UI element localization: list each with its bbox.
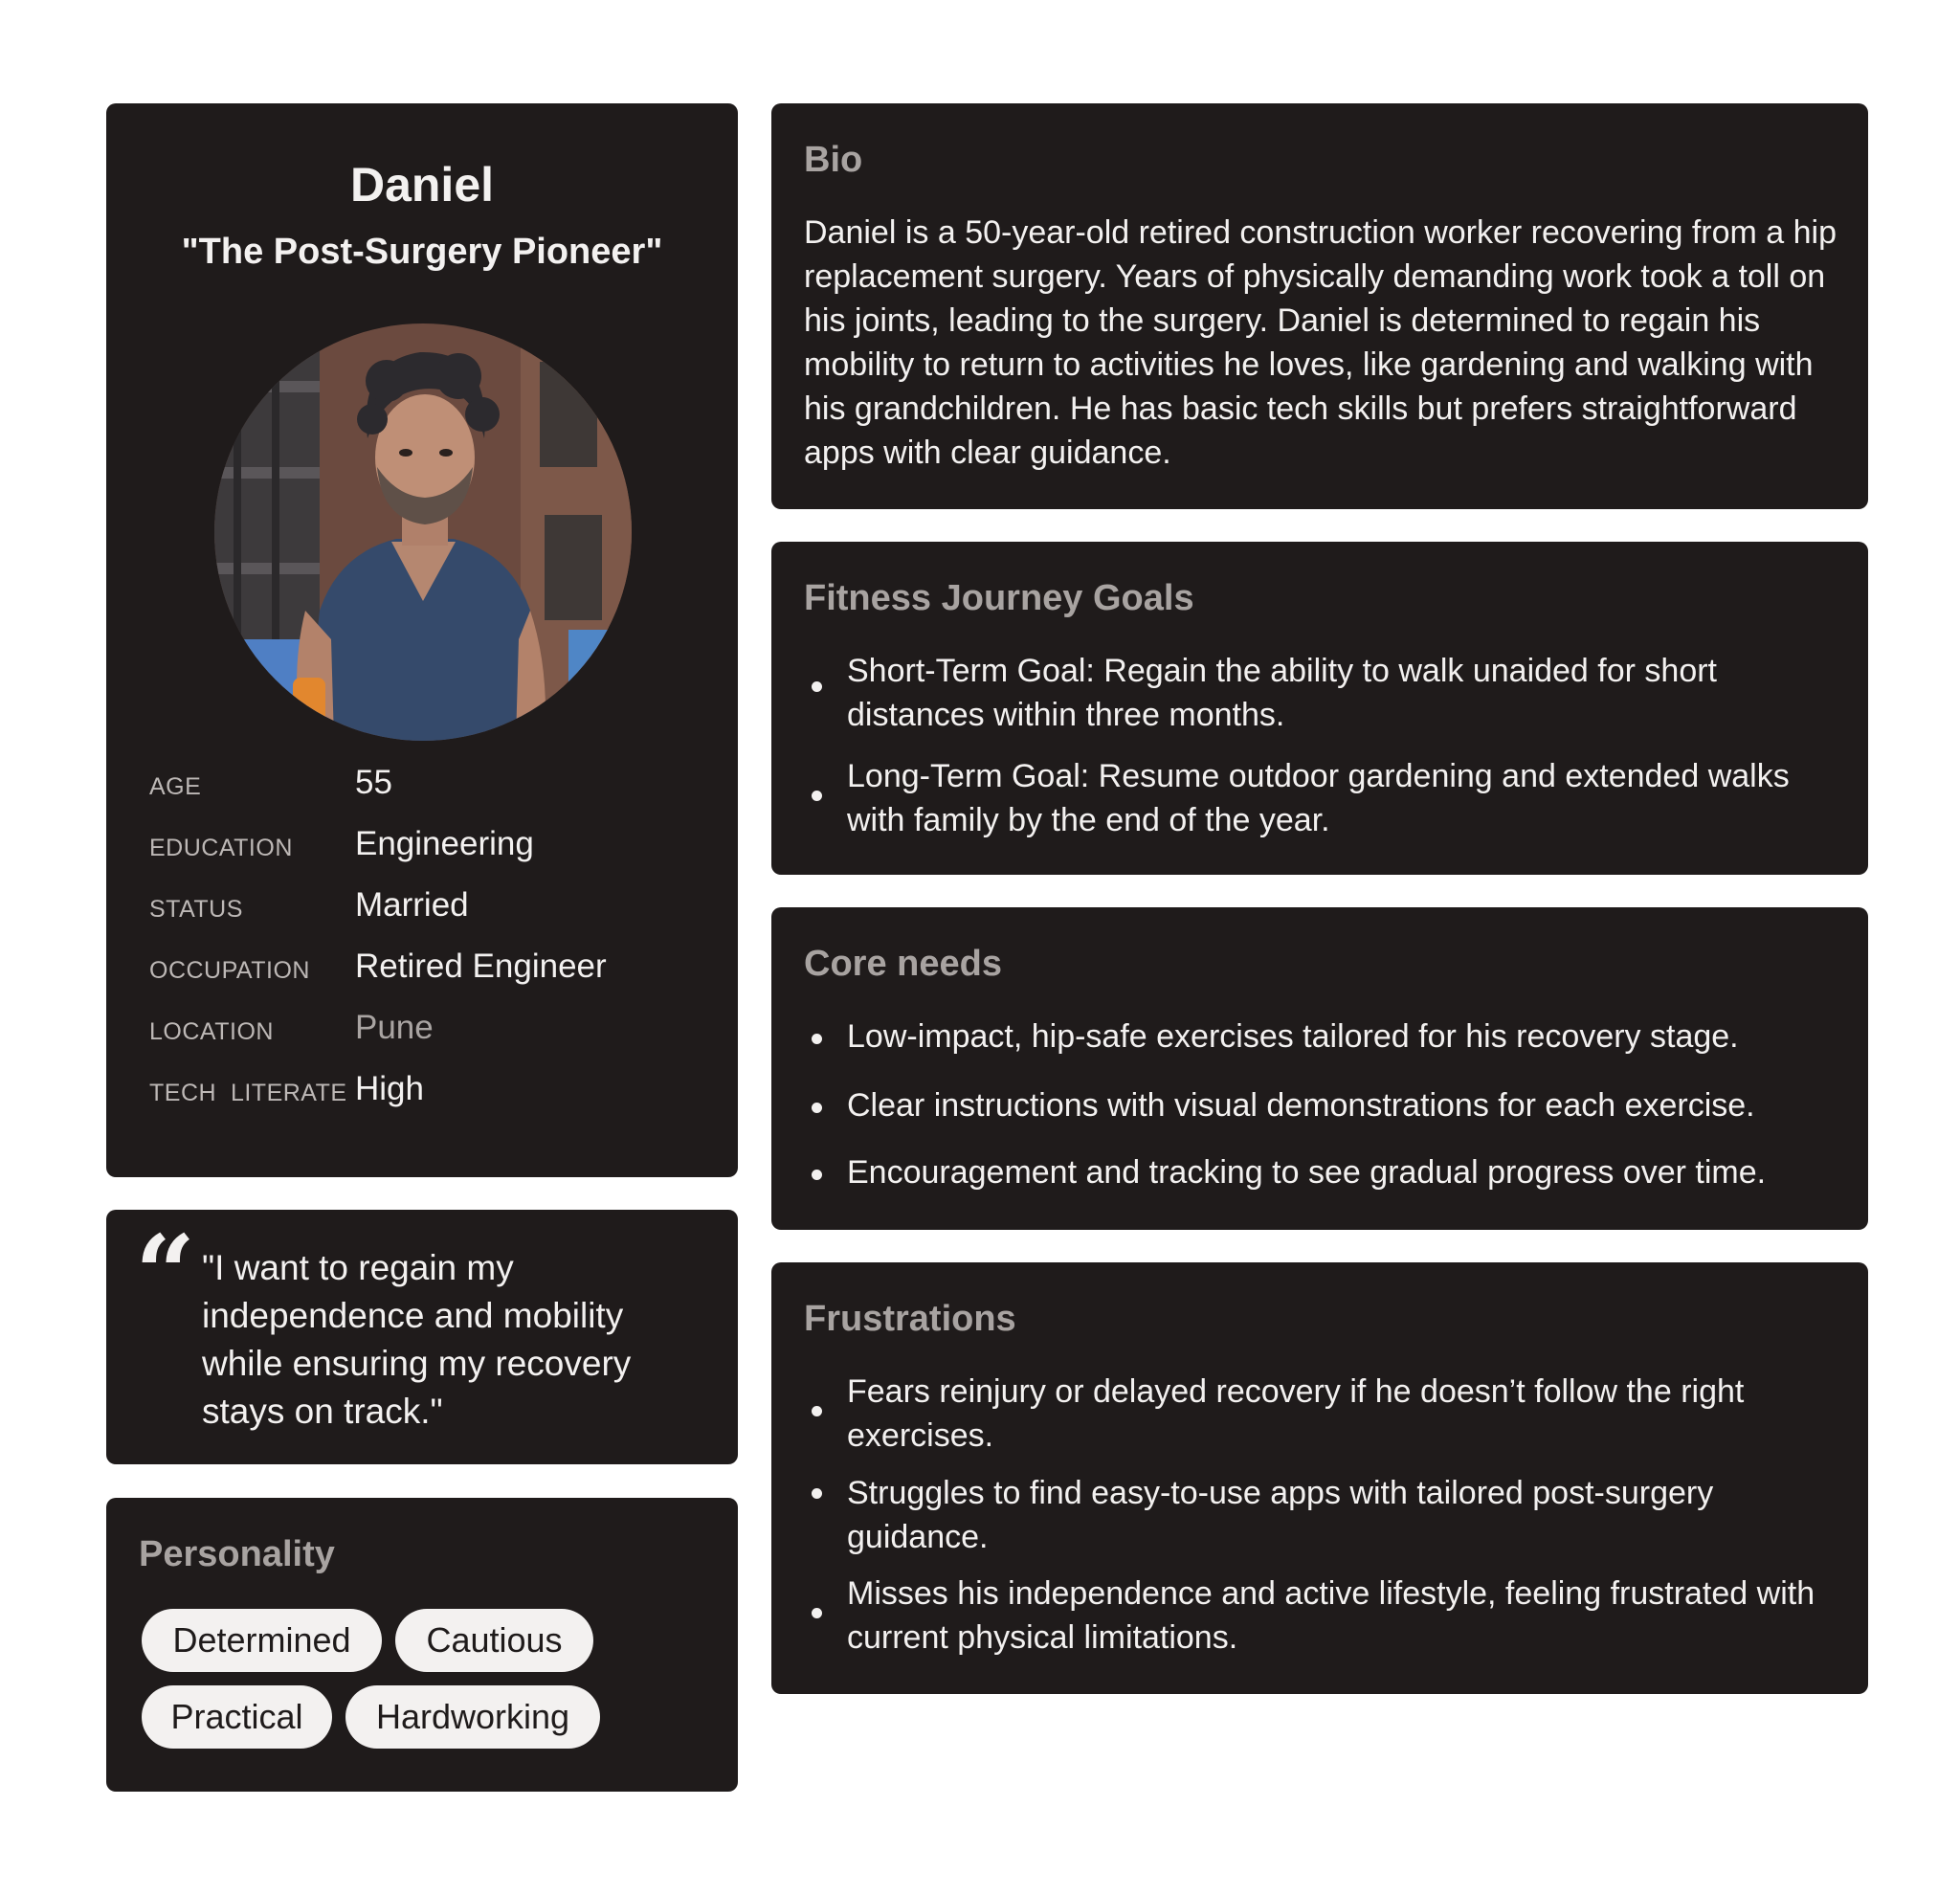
section-title: Fitness Journey Goals bbox=[804, 578, 1194, 618]
attr-label: OCCUPATION bbox=[149, 957, 310, 984]
section-title: Personality bbox=[139, 1534, 335, 1574]
bullet-icon bbox=[812, 1103, 822, 1113]
bullet-icon bbox=[812, 1170, 822, 1180]
list-item-text: Long-Term Goal: Resume outdoor gardening and extended walks with family by the end of the year. bbox=[847, 758, 1790, 838]
attr-value: 55 bbox=[355, 764, 392, 801]
section-title: Core needs bbox=[804, 944, 1002, 984]
list-item-text: Encouragement and tracking to see gradual progress over time. bbox=[847, 1154, 1767, 1191]
bullet-icon bbox=[812, 1406, 822, 1416]
attr-label: TECH LITERATE bbox=[149, 1080, 347, 1106]
attr-row-status bbox=[149, 882, 724, 930]
list-item-text: Struggles to find easy-to-use apps with tailored post-surgery guidance. bbox=[847, 1475, 1714, 1555]
quote-text: "I want to regain my independence and mobility while ensuring my recovery stays on track." bbox=[202, 1248, 632, 1431]
section-title: Bio bbox=[804, 140, 863, 180]
bio-card bbox=[771, 103, 1868, 509]
persona-tagline: "The Post-Surgery Pioneer" bbox=[181, 232, 663, 272]
core-needs-card bbox=[771, 907, 1868, 1230]
trait-chip: Determined bbox=[142, 1609, 382, 1672]
list-item-text: Clear instructions with visual demonstrations for each exercise. bbox=[847, 1087, 1755, 1124]
personality-card bbox=[106, 1498, 738, 1792]
attr-value: High bbox=[355, 1070, 424, 1107]
bullet-icon bbox=[812, 1488, 822, 1499]
profile-card bbox=[106, 103, 738, 1177]
list-item-text: Fears reinjury or delayed recovery if he doesn’t follow the right exercises. bbox=[847, 1373, 1745, 1454]
list-item-text: Short-Term Goal: Regain the ability to walk unaided for short distances within three months. bbox=[847, 653, 1718, 733]
trait-chip: Practical bbox=[142, 1685, 332, 1749]
bullet-icon bbox=[812, 791, 822, 801]
list-item-text: Low-impact, hip-safe exercises tailored for his recovery stage. bbox=[847, 1018, 1739, 1055]
attr-row-occupation bbox=[149, 944, 724, 992]
attr-label: LOCATION bbox=[149, 1018, 274, 1045]
persona-name: Daniel bbox=[349, 158, 495, 212]
attr-row-education bbox=[149, 821, 724, 869]
attr-value: Pune bbox=[355, 1009, 434, 1046]
bullet-icon bbox=[812, 1034, 822, 1044]
quote-card bbox=[106, 1210, 738, 1464]
bullet-icon bbox=[812, 1608, 822, 1618]
bullet-icon bbox=[812, 681, 822, 692]
frustrations-card bbox=[771, 1262, 1868, 1694]
attr-row-age bbox=[149, 760, 724, 808]
attr-value: Engineering bbox=[355, 825, 534, 862]
avatar bbox=[214, 323, 632, 741]
attr-row-tech-literate bbox=[149, 1066, 724, 1114]
attr-value: Retired Engineer bbox=[355, 948, 607, 985]
goals-card bbox=[771, 542, 1868, 875]
bio-text: Daniel is a 50-year-old retired construction worker recovering from a hip replacement surgery. Years of physically demanding work took a toll on his joints, leading to the surgery. Daniel is determined to regain his mobility to return to activities he loves, like gardening and walking with his grandchildren. He has basic tech skills but prefers straightforward apps with clear guidance. bbox=[804, 214, 1838, 471]
attr-row-location bbox=[149, 1005, 724, 1053]
attr-label: AGE bbox=[149, 773, 202, 800]
section-title: Frustrations bbox=[804, 1299, 1016, 1339]
attr-label: EDUCATION bbox=[149, 835, 293, 861]
attr-label: STATUS bbox=[149, 896, 243, 923]
trait-chip: Cautious bbox=[395, 1609, 593, 1672]
list-item-text: Misses his independence and active lifestyle, feeling frustrated with current physical limitations. bbox=[847, 1575, 1815, 1656]
quote-icon: “ bbox=[135, 1212, 196, 1335]
attr-value: Married bbox=[355, 886, 469, 924]
trait-chip: Hardworking bbox=[345, 1685, 600, 1749]
